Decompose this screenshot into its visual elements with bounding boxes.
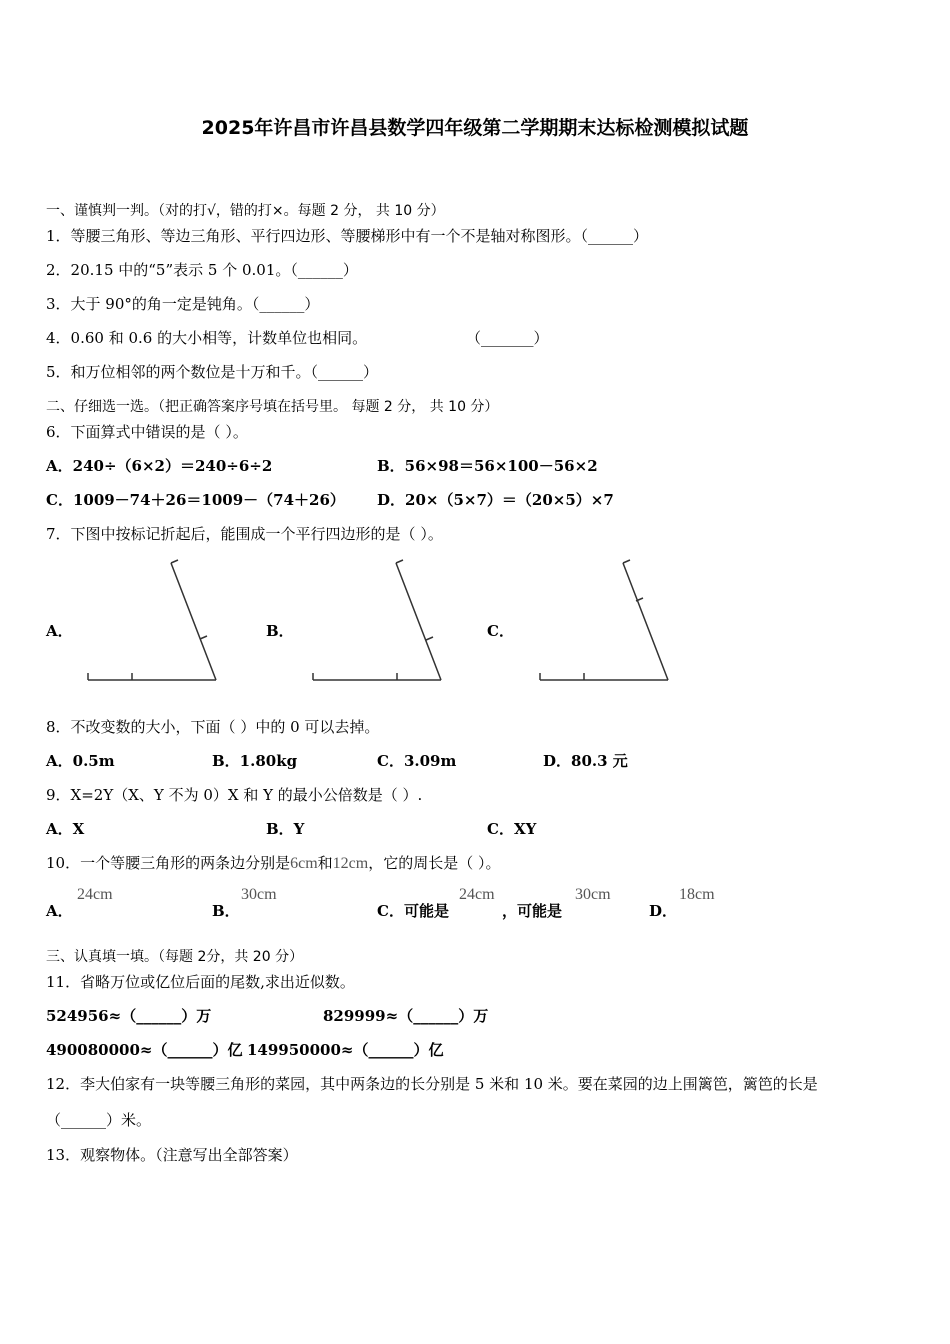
question-11: 11．省略万位或亿位后面的尾数,求出近似数。 <box>46 973 355 991</box>
question-9-option-a: A．X <box>46 820 85 838</box>
question-8-option-c: C．3.09m <box>377 752 457 770</box>
section2-heading: 二、仔细选一选。（把正确答案序号填在括号里。 每题 2 分， 共 10 分） <box>46 399 499 415</box>
question-10-text-b: 和 <box>317 854 333 872</box>
question-1: 1．等腰三角形、等边三角形、平行四边形、等腰梯形中有一个不是轴对称图形。（______） <box>46 227 649 245</box>
question-11-item-1: 524956≈（______）万 <box>46 1007 212 1025</box>
question-9: 9．X=2Y（X、Y 不为 0）X 和 Y 的最小公倍数是（ ）. <box>46 786 423 804</box>
fold-figure-c <box>532 555 682 690</box>
question-7-option-b: B． <box>266 622 294 640</box>
question-10-option-d-value: 18cm <box>679 886 715 903</box>
question-12-line-1: 12．李大伯家有一块等腰三角形的菜园，其中两条边的长分别是 5 米和 10 米。要在菜园的边上围篱笆，篱笆的长是 <box>46 1075 818 1093</box>
fold-figure-a <box>80 555 230 690</box>
question-10-text-c: ，它的周长是（ ）。 <box>368 854 501 872</box>
page-title: 2025年许昌市许昌县数学四年级第二学期期末达标检测模拟试题 <box>201 117 749 139</box>
question-2: 2．20.15 中的“5”表示 5 个 0.01。（______） <box>46 261 358 279</box>
question-6-option-c: C．1009－74＋26＝1009－（74＋26） <box>46 491 345 509</box>
question-7: 7．下图中按标记折起后，能围成一个平行四边形的是（ ）。 <box>46 525 443 543</box>
question-11-item-3: 490080000≈（______）亿 <box>46 1041 243 1059</box>
fold-figure-b <box>305 555 455 690</box>
question-6-option-a: A．240÷（6×2）＝240÷6÷2 <box>46 457 273 475</box>
question-10-option-a: A． <box>46 902 73 920</box>
question-10-option-c: C．可能是 <box>377 902 449 920</box>
question-10-option-c-value-2: 30cm <box>575 886 611 903</box>
question-11-item-2: 829999≈（______）万 <box>323 1007 489 1025</box>
question-12-line-2: （______）米。 <box>46 1111 152 1129</box>
question-6-option-b: B．56×98＝56×100－56×2 <box>377 457 598 475</box>
question-6-option-d: D．20×（5×7）＝（20×5）×7 <box>377 491 614 509</box>
question-8-option-a: A．0.5m <box>46 752 115 770</box>
question-10-option-b-value: 30cm <box>241 886 277 903</box>
question-10-option-c-value-1: 24cm <box>459 886 495 903</box>
question-10-option-d: D． <box>649 902 678 920</box>
section3-heading: 三、认真填一填。（每题 2分，共 20 分） <box>46 949 304 965</box>
question-10-option-a-value: 24cm <box>77 886 113 903</box>
question-8: 8．不改变数的大小，下面（ ）中的 0 可以去掉。 <box>46 718 380 736</box>
question-8-option-d: D．80.3 元 <box>543 752 628 770</box>
question-3: 3．大于 90°的角一定是钝角。（______） <box>46 295 320 313</box>
question-4-blank: （_______） <box>466 329 549 347</box>
question-7-option-c: C． <box>487 622 514 640</box>
question-6: 6．下面算式中错误的是（ ）。 <box>46 423 248 441</box>
question-13: 13．观察物体。（注意写出全部答案） <box>46 1146 298 1164</box>
section1-heading: 一、谨慎判一判。（对的打√，错的打×。每题 2 分， 共 10 分） <box>46 203 445 219</box>
question-9-option-c: C．XY <box>487 820 537 838</box>
question-10-value-1: 6cm <box>290 855 318 872</box>
question-5: 5．和万位相邻的两个数位是十万和千。（______） <box>46 363 379 381</box>
question-4: 4．0.60 和 0.6 的大小相等，计数单位也相同。 <box>46 329 368 347</box>
question-10-value-2: 12cm <box>332 855 369 872</box>
question-10-option-b: B． <box>212 902 240 920</box>
question-8-option-b: B．1.80kg <box>212 752 298 770</box>
question-7-option-a: A． <box>46 622 73 640</box>
question-10-text-a: 10．一个等腰三角形的两条边分别是 <box>46 854 291 872</box>
question-10-option-c-mid: ，可能是 <box>502 902 563 920</box>
question-10 <box>46 853 500 874</box>
question-9-option-b: B．Y <box>266 820 305 838</box>
question-11-item-4: 149950000≈（______）亿 <box>247 1041 444 1059</box>
